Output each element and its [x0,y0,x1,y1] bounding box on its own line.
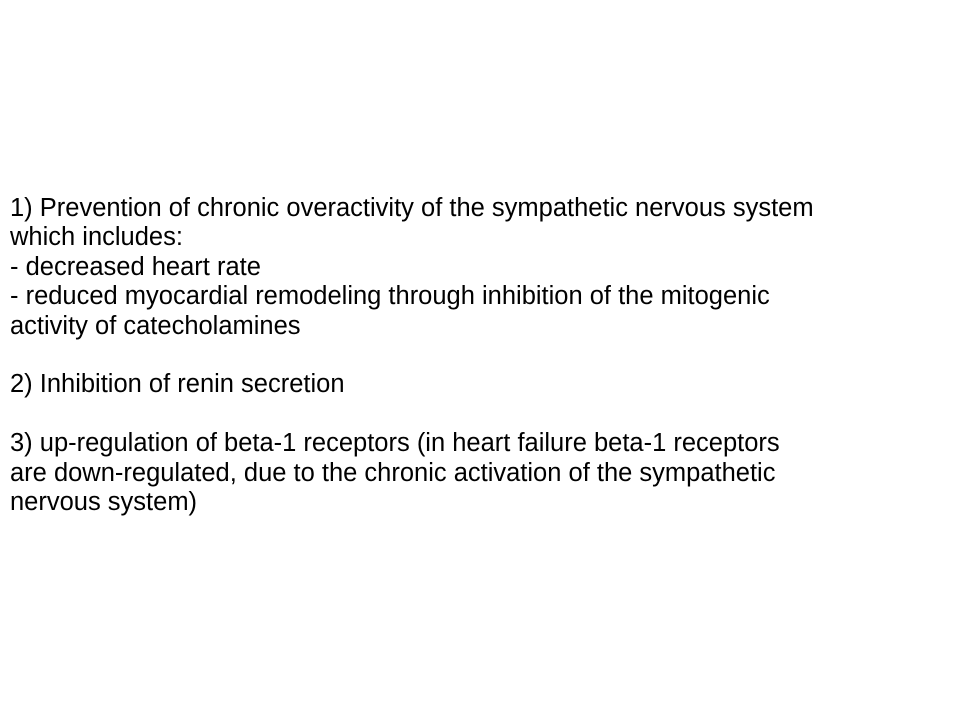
point-3-line-2: are down-regulated, due to the chronic activation of the sympathetic [10,458,776,487]
point-3-line-1: 3) up-regulation of beta-1 receptors (in heart failure beta-1 receptors [10,429,780,458]
point-2-line-1: 2) Inhibition of renin secretion [10,370,345,399]
point-1-line-1: 1) Prevention of chronic overactivity of the sympathetic nervous system [10,194,814,222]
slide-body-text [10,194,955,517]
point-1-line-5: activity of catecholamines [10,311,301,340]
point-1 [10,194,955,341]
point-1-line-3: - decreased heart rate [10,252,261,281]
paragraph-spacer [10,400,955,429]
paragraph-spacer [10,341,955,370]
point-3-line-3: nervous system) [10,488,198,517]
point-3 [10,429,955,517]
point-2 [10,370,955,399]
point-1-line-2: which includes: [10,223,183,252]
point-1-line-4: - reduced myocardial remodeling through inhibition of the mitogenic [10,282,770,311]
